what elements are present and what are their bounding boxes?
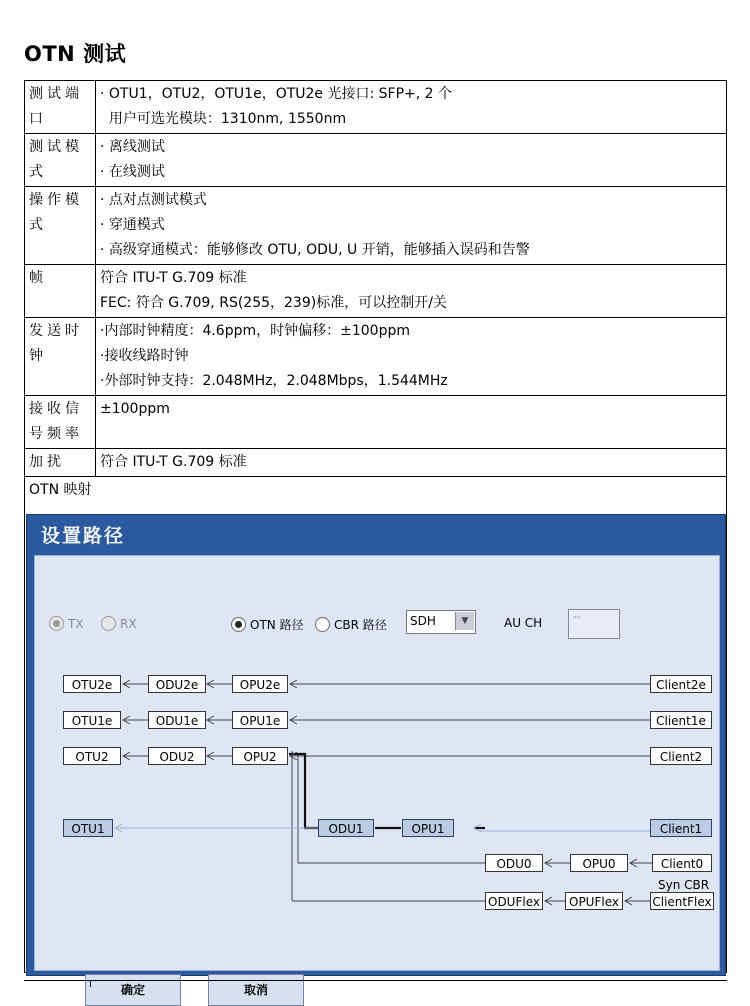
next-table-divider (90, 980, 91, 987)
mapping-label: OTN 映射 (29, 482, 92, 498)
node-odu1[interactable]: ODU1 (318, 819, 374, 837)
node-opu1e[interactable]: OPU1e (232, 711, 288, 729)
table-row (25, 396, 727, 449)
node-odu2[interactable]: ODU2 (148, 747, 206, 765)
select-value: SDH (410, 614, 436, 628)
node-client1e[interactable]: Client1e (650, 711, 712, 729)
node-opu1[interactable]: OPU1 (402, 819, 454, 837)
node-otu1e[interactable]: OTU1e (63, 711, 121, 729)
value-line: ·内部时钟精度：4.6ppm，时钟偏移：±100ppm (100, 323, 410, 339)
row-key: 测试端口 (25, 81, 96, 134)
value-line: · OTU1，OTU2，OTU1e，OTU2e 光接口: SFP+, 2 个 (100, 86, 453, 102)
node-otu2[interactable]: OTU2 (63, 747, 121, 765)
table-row (25, 81, 727, 134)
value-line: · 离线测试 (100, 139, 165, 155)
node-client2[interactable]: Client2 (650, 747, 712, 765)
cancel-button[interactable]: 取消 (208, 974, 304, 1006)
row-value (96, 396, 727, 449)
row-value (96, 134, 727, 187)
syn-cbr-label: Syn CBR (658, 878, 710, 892)
node-clientflex[interactable]: ClientFlex (650, 892, 714, 910)
row-value (96, 265, 727, 318)
table-row (25, 265, 727, 318)
value-line: FEC: 符合 G.709, RS(255，239)标准，可以控制开/关 (100, 295, 447, 311)
table-row (25, 134, 727, 187)
row-key: 加扰 (25, 449, 96, 477)
value-line: ·接收线路时钟 (100, 348, 189, 364)
value-line: 符合 ITU-T G.709 标准 (100, 270, 247, 286)
auch-value: -- (573, 612, 581, 623)
ok-button[interactable]: 确定 (85, 974, 181, 1006)
row-key: 测试模式 (25, 134, 96, 187)
table-row (25, 449, 727, 477)
value-line: · 点对点测试模式 (100, 192, 207, 208)
row-key: 发送时钟 (25, 318, 96, 396)
row-value (96, 318, 727, 396)
value-line: 用户可选光模块：1310nm, 1550nm (100, 111, 347, 127)
next-table-edge (24, 980, 727, 981)
node-opu0[interactable]: OPU0 (570, 854, 628, 872)
node-odu0[interactable]: ODU0 (485, 854, 543, 872)
node-oduflex[interactable]: ODUFlex (485, 892, 543, 910)
value-line: ·外部时钟支持：2.048MHz，2.048Mbps，1.544MHz (100, 373, 448, 389)
radio-label: OTN 路径 (250, 618, 304, 632)
chevron-down-icon[interactable]: ▼ (455, 612, 474, 630)
value-line: · 在线测试 (100, 164, 165, 180)
value-line: · 穿通模式 (100, 217, 165, 233)
auch-label: AU CH (504, 616, 543, 630)
node-opu2[interactable]: OPU2 (232, 747, 288, 765)
node-otu1[interactable]: OTU1 (63, 819, 113, 837)
node-client0[interactable]: Client0 (652, 854, 712, 872)
dialog-title: 设置路径 (41, 525, 126, 547)
node-otu2e[interactable]: OTU2e (63, 675, 121, 693)
row-key: 接收信号频率 (25, 396, 96, 449)
row-key: 操作模式 (25, 187, 96, 265)
row-value (96, 187, 727, 265)
page-title: OTN 测试 (24, 42, 127, 66)
radio-label: CBR 路径 (334, 618, 387, 632)
dialog-body (34, 555, 720, 997)
set-path-dialog (26, 514, 726, 997)
table-row (25, 187, 727, 265)
node-opu2e[interactable]: OPU2e (232, 675, 288, 693)
row-value (96, 81, 727, 134)
table-row (25, 318, 727, 396)
radio-label: RX (120, 616, 137, 631)
node-client2e[interactable]: Client2e (650, 675, 712, 693)
row-value (96, 449, 727, 477)
radio-label: TX (68, 616, 84, 631)
node-odu2e[interactable]: ODU2e (148, 675, 206, 693)
value-line: · 高级穿通模式：能够修改 OTU, ODU, U 开销，能够插入误码和告警 (100, 242, 530, 258)
node-client1[interactable]: Client1 (650, 819, 712, 837)
row-key: 帧 (25, 265, 96, 318)
node-odu1e[interactable]: ODU1e (148, 711, 206, 729)
node-opuflex[interactable]: OPUFlex (565, 892, 623, 910)
value-line: ±100ppm (100, 401, 170, 417)
value-line: 符合 ITU-T G.709 标准 (100, 454, 247, 470)
